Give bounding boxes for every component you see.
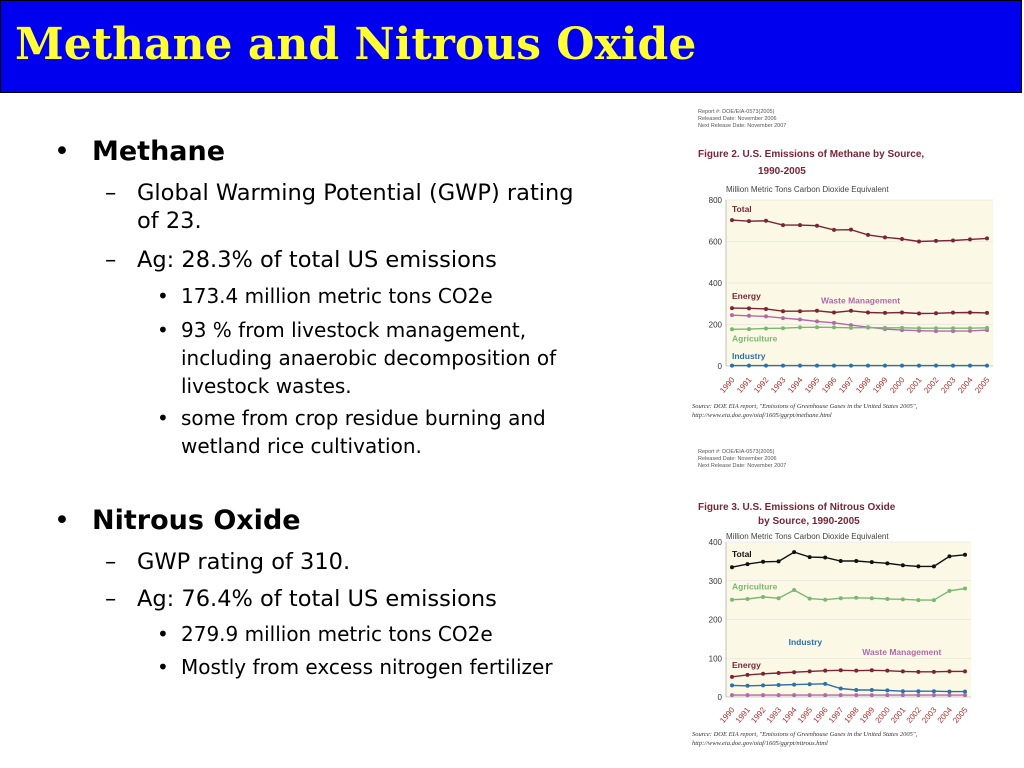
data-point xyxy=(764,314,768,318)
x-tick-label: 2005 xyxy=(951,705,970,725)
data-point xyxy=(900,237,904,241)
data-point xyxy=(832,228,836,232)
bullet-dot: • xyxy=(157,318,169,342)
data-point xyxy=(963,693,967,697)
bullet-dot: • xyxy=(157,655,169,679)
data-point xyxy=(968,326,972,330)
x-tick-label: 2002 xyxy=(922,375,941,395)
data-point xyxy=(916,598,920,602)
data-point xyxy=(815,224,819,228)
x-tick-label: 1998 xyxy=(842,705,861,725)
data-point xyxy=(900,310,904,314)
data-point xyxy=(792,693,796,697)
data-point xyxy=(761,595,765,599)
x-tick-label: 1993 xyxy=(769,375,788,395)
methane-gwp: Global Warming Potential (GWP) rating of 23. xyxy=(137,180,574,234)
data-point xyxy=(832,325,836,329)
data-point xyxy=(781,326,785,330)
data-point xyxy=(883,326,887,330)
data-point xyxy=(900,326,904,330)
y-tick-label: 100 xyxy=(708,654,722,664)
report-header-line: Report #: DOE/EIA-0573(2005) xyxy=(698,109,775,115)
data-point xyxy=(761,693,765,697)
data-point xyxy=(792,683,796,687)
report-header-line: Released Date: November 2006 xyxy=(698,456,777,462)
data-point xyxy=(870,596,874,600)
data-point xyxy=(849,228,853,232)
data-point xyxy=(985,326,989,330)
data-point xyxy=(808,682,812,686)
x-tick-label: 2002 xyxy=(904,705,923,725)
data-point xyxy=(777,596,781,600)
data-point xyxy=(747,314,751,318)
x-tick-label: 1999 xyxy=(871,375,890,395)
data-point xyxy=(730,313,734,317)
data-point xyxy=(730,693,734,697)
data-point xyxy=(963,690,967,694)
bullet-dot: • xyxy=(54,505,70,536)
bullet-dot: • xyxy=(54,136,70,167)
data-point xyxy=(985,364,989,368)
data-point xyxy=(947,690,951,694)
data-point xyxy=(932,564,936,568)
methane-chart xyxy=(688,104,1008,428)
series-label: Energy xyxy=(732,291,761,302)
data-point xyxy=(730,364,734,368)
data-point xyxy=(764,219,768,223)
x-tick-label: 1996 xyxy=(820,375,839,395)
data-point xyxy=(730,675,734,679)
x-tick-label: 1998 xyxy=(854,375,873,395)
data-point xyxy=(870,668,874,672)
data-point xyxy=(934,326,938,330)
x-tick-label: 1996 xyxy=(811,705,830,725)
data-point xyxy=(968,310,972,314)
x-tick-label: 1990 xyxy=(718,705,737,725)
data-point xyxy=(764,364,768,368)
data-point xyxy=(963,669,967,673)
x-tick-label: 2003 xyxy=(939,375,958,395)
data-point xyxy=(866,364,870,368)
nitrous-chart-svg xyxy=(688,444,1008,754)
data-point xyxy=(730,306,734,310)
data-point xyxy=(854,693,858,697)
data-point xyxy=(798,364,802,368)
data-point xyxy=(792,670,796,674)
x-tick-label: 1995 xyxy=(795,705,815,725)
chart-title-continued: 1990-2005 xyxy=(758,166,806,177)
data-point xyxy=(963,553,967,557)
data-point xyxy=(985,236,989,240)
y-axis-label: Million Metric Tons Carbon Dioxide Equivalent xyxy=(726,532,889,541)
report-header-line: Report #: DOE/EIA-0573(2005) xyxy=(698,449,775,455)
data-point xyxy=(947,589,951,593)
data-point xyxy=(764,326,768,330)
dash: – xyxy=(105,180,117,206)
data-point xyxy=(917,240,921,244)
data-point xyxy=(761,560,765,564)
data-point xyxy=(777,559,781,563)
chart-title-continued: by Source, 1990-2005 xyxy=(758,516,860,527)
report-header-line: Released Date: November 2006 xyxy=(698,116,777,122)
x-tick-label: 2001 xyxy=(905,375,924,395)
data-point xyxy=(823,669,827,673)
data-point xyxy=(839,559,843,563)
data-point xyxy=(761,683,765,687)
data-point xyxy=(901,689,905,693)
data-point xyxy=(823,693,827,697)
data-point xyxy=(746,562,750,566)
data-point xyxy=(823,598,827,602)
bullet-dot: • xyxy=(157,406,169,430)
data-point xyxy=(947,554,951,558)
data-point xyxy=(885,688,889,692)
data-point xyxy=(870,560,874,564)
data-point xyxy=(815,325,819,329)
data-point xyxy=(963,587,967,591)
x-tick-label: 2000 xyxy=(888,375,907,395)
data-point xyxy=(839,668,843,672)
x-tick-label: 1997 xyxy=(826,705,846,725)
data-point xyxy=(849,309,853,313)
data-point xyxy=(798,325,802,329)
dash: – xyxy=(105,549,117,575)
data-point xyxy=(968,364,972,368)
y-tick-label: 600 xyxy=(708,237,722,247)
data-point xyxy=(934,364,938,368)
y-tick-label: 0 xyxy=(717,362,722,371)
data-point xyxy=(781,316,785,320)
data-point xyxy=(730,683,734,687)
data-point xyxy=(815,364,819,368)
data-point xyxy=(917,312,921,316)
data-point xyxy=(730,218,734,222)
x-tick-label: 1994 xyxy=(780,705,799,725)
data-point xyxy=(730,565,734,569)
series-label: Total xyxy=(732,549,752,560)
data-point xyxy=(808,693,812,697)
x-tick-label: 2004 xyxy=(935,705,954,725)
nitrous-heading: Nitrous Oxide xyxy=(92,505,301,536)
x-tick-label: 1992 xyxy=(752,375,771,395)
data-point xyxy=(901,563,905,567)
data-point xyxy=(866,233,870,237)
data-point xyxy=(951,326,955,330)
nitrous-gwp: GWP rating of 310. xyxy=(137,549,351,575)
series-label: Waste Management xyxy=(821,295,901,306)
nitrous-sub-text: Mostly from excess nitrogen fertilizer xyxy=(181,655,553,679)
x-tick-label: 1991 xyxy=(733,705,753,725)
y-tick-label: 200 xyxy=(708,615,722,625)
data-point xyxy=(968,237,972,241)
data-point xyxy=(777,693,781,697)
data-point xyxy=(798,318,802,322)
x-tick-label: 1991 xyxy=(735,375,754,395)
x-tick-label: 2005 xyxy=(973,375,992,395)
data-point xyxy=(815,319,819,323)
source-url: http://www.eia.doe.gov/oiaf/1605/ggrpt/nitrous.html xyxy=(692,740,828,747)
data-point xyxy=(761,672,765,676)
data-point xyxy=(747,219,751,223)
x-tick-label: 1999 xyxy=(857,705,877,725)
series-label: Industry xyxy=(732,351,766,361)
data-point xyxy=(932,693,936,697)
data-point xyxy=(916,689,920,693)
methane-ag: Ag: 28.3% of total US emissions xyxy=(137,247,497,273)
data-point xyxy=(746,673,750,677)
x-tick-label: 2004 xyxy=(956,375,975,395)
data-point xyxy=(916,670,920,674)
data-point xyxy=(917,364,921,368)
data-point xyxy=(932,670,936,674)
data-point xyxy=(746,693,750,697)
data-point xyxy=(917,326,921,330)
data-point xyxy=(932,689,936,693)
data-point xyxy=(808,597,812,601)
series-label: Waste Management xyxy=(862,647,942,658)
dash: – xyxy=(105,586,117,612)
x-tick-label: 1990 xyxy=(718,375,737,395)
data-point xyxy=(870,688,874,692)
y-tick-label: 300 xyxy=(708,576,722,586)
series-label: Agriculture xyxy=(732,581,778,592)
methane-sub-text: 93 % from livestock management, including anaerobic decomposition of livestock wastes. xyxy=(181,318,557,398)
series-label: Energy xyxy=(732,659,761,670)
data-point xyxy=(747,306,751,310)
data-point xyxy=(885,597,889,601)
report-header-line: Next Release Date: November 2007 xyxy=(698,123,787,129)
x-tick-label: 1994 xyxy=(786,375,805,395)
y-tick-label: 800 xyxy=(708,196,722,205)
data-point xyxy=(808,669,812,673)
x-tick-label: 1995 xyxy=(803,375,822,395)
data-point xyxy=(916,564,920,568)
bullet-dot: • xyxy=(157,622,169,646)
x-tick-label: 2003 xyxy=(920,705,939,725)
data-point xyxy=(823,682,827,686)
x-tick-label: 1997 xyxy=(837,375,856,395)
nitrous-ag: Ag: 76.4% of total US emissions xyxy=(137,586,497,612)
data-point xyxy=(832,321,836,325)
data-point xyxy=(916,693,920,697)
source-note: Source: DOE EIA report, "Emissions of Greenhouse Gases in the United States 2005", xyxy=(692,731,918,738)
data-point xyxy=(934,239,938,243)
data-point xyxy=(883,235,887,239)
dash: – xyxy=(105,247,117,273)
data-point xyxy=(746,597,750,601)
data-point xyxy=(854,596,858,600)
data-point xyxy=(839,686,843,690)
y-tick-label: 400 xyxy=(708,279,722,288)
chart-title: Figure 3. U.S. Emissions of Nitrous Oxide xyxy=(698,502,896,513)
data-point xyxy=(747,364,751,368)
methane-heading: Methane xyxy=(92,136,226,167)
series-label: Agriculture xyxy=(732,333,778,344)
nitrous-sub-text: 279.9 million metric tons CO2e xyxy=(181,622,493,646)
data-point xyxy=(798,309,802,313)
data-point xyxy=(730,598,734,602)
data-point xyxy=(883,311,887,315)
data-point xyxy=(854,559,858,563)
y-axis-label: Million Metric Tons Carbon Dioxide Equivalent xyxy=(726,185,889,194)
methane-sub-text: 173.4 million metric tons CO2e xyxy=(181,284,493,308)
slide-title: Methane and Nitrous Oxide xyxy=(15,19,697,70)
data-point xyxy=(832,364,836,368)
x-tick-label: 1993 xyxy=(764,705,784,725)
data-point xyxy=(747,327,751,331)
data-point xyxy=(839,596,843,600)
data-point xyxy=(947,669,951,673)
data-point xyxy=(885,693,889,697)
data-point xyxy=(781,223,785,227)
data-point xyxy=(885,561,889,565)
x-tick-label: 2000 xyxy=(873,705,892,725)
data-point xyxy=(777,683,781,687)
data-point xyxy=(854,669,858,673)
data-point xyxy=(932,598,936,602)
data-point xyxy=(823,556,827,560)
data-point xyxy=(901,693,905,697)
data-point xyxy=(947,693,951,697)
y-tick-label: 0 xyxy=(717,693,722,702)
data-point xyxy=(901,669,905,673)
data-point xyxy=(781,364,785,368)
nitrous-chart xyxy=(688,444,1008,754)
y-tick-label: 200 xyxy=(708,320,722,330)
data-point xyxy=(866,310,870,314)
series-label: Total xyxy=(732,204,752,215)
source-note: Source: DOE EIA report, "Emissions of Greenhouse Gases in the United States 2005", xyxy=(692,403,918,410)
data-point xyxy=(798,223,802,227)
data-point xyxy=(808,555,812,559)
bullet-dot: • xyxy=(157,284,169,308)
chart-title: Figure 2. U.S. Emissions of Methane by Source, xyxy=(698,149,925,160)
data-point xyxy=(985,311,989,315)
series-label: Industry xyxy=(788,636,823,647)
x-tick-label: 2001 xyxy=(889,705,908,725)
data-point xyxy=(849,326,853,330)
data-point xyxy=(951,311,955,315)
data-point xyxy=(866,326,870,330)
data-point xyxy=(885,669,889,673)
source-url: http://www.eia.doe.gov/oiaf/1605/ggrpt/methane.html xyxy=(692,412,832,419)
data-point xyxy=(815,309,819,313)
x-tick-label: 1992 xyxy=(749,705,768,725)
data-point xyxy=(792,550,796,554)
data-point xyxy=(870,693,874,697)
data-point xyxy=(764,307,768,311)
data-point xyxy=(839,693,843,697)
data-point xyxy=(934,311,938,315)
methane-chart-svg xyxy=(688,104,1008,428)
data-point xyxy=(730,327,734,331)
data-point xyxy=(777,671,781,675)
data-point xyxy=(900,364,904,368)
y-tick-label: 400 xyxy=(708,538,722,547)
methane-sub-text: some from crop residue burning and wetland rice cultivation. xyxy=(181,406,546,458)
data-point xyxy=(854,688,858,692)
data-point xyxy=(781,309,785,313)
report-header-line: Next Release Date: November 2007 xyxy=(698,463,787,469)
data-point xyxy=(849,364,853,368)
data-point xyxy=(746,684,750,688)
data-point xyxy=(792,588,796,592)
data-point xyxy=(951,238,955,242)
data-point xyxy=(832,310,836,314)
data-point xyxy=(901,597,905,601)
data-point xyxy=(883,364,887,368)
data-point xyxy=(951,364,955,368)
